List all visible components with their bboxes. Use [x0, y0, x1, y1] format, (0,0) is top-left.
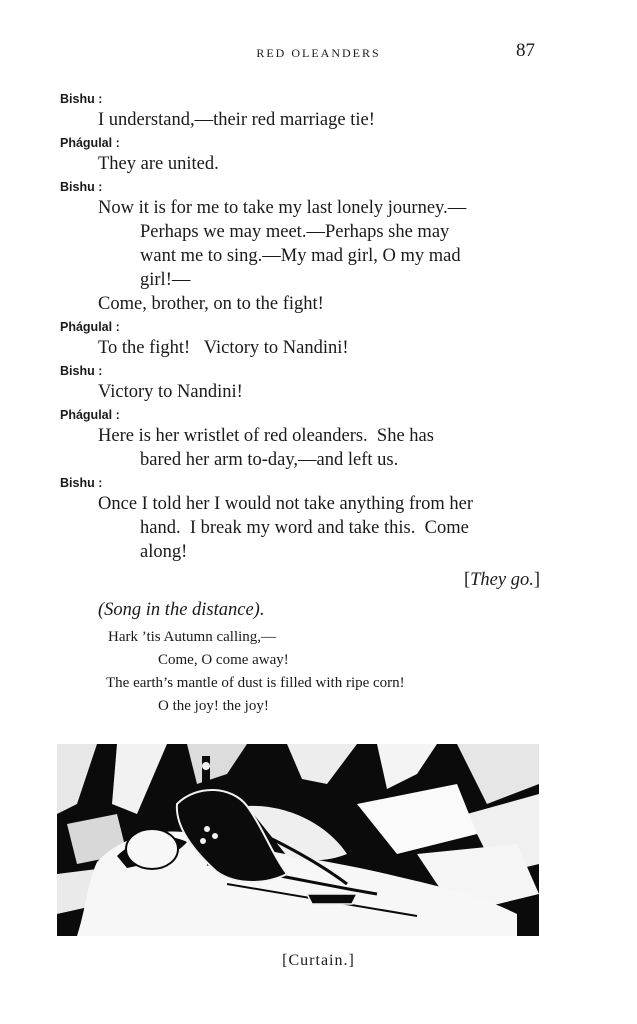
speech-line: bared her arm to-day,—and left us.: [140, 450, 399, 470]
song-line: The earth’s mantle of dust is filled with ripe corn!: [106, 675, 405, 691]
running-title: RED OLEANDERS: [256, 46, 381, 60]
speech: [98, 196, 540, 316]
speech-line: To the fight! Victory to Nandini!: [98, 338, 349, 358]
speaker-name: Phágulal :: [60, 136, 120, 150]
speech-line: Once I told her I would not take anything from her: [98, 494, 474, 514]
stage-direction-text: They go.: [470, 570, 534, 590]
speaker-name: Phágulal :: [60, 320, 120, 334]
speech-line: I understand,—their red marriage tie!: [98, 110, 375, 130]
speech: [98, 152, 540, 176]
curtain-direction: [Curtain.]: [282, 952, 355, 969]
page-number: 87: [516, 40, 535, 61]
song-line: Hark ’tis Autumn calling,—: [108, 629, 277, 645]
speech: [98, 492, 540, 564]
speech: [98, 108, 540, 132]
speaker-name: Bishu :: [60, 476, 103, 490]
speaker-name: Bishu :: [60, 92, 103, 106]
speech-line: girl!—: [140, 270, 191, 290]
speech: [98, 380, 540, 404]
song-intro: (Song in the distance).: [98, 600, 265, 620]
speech-line: Perhaps we may meet.—Perhaps she may: [140, 222, 450, 242]
play-text: [60, 90, 540, 718]
speech-line: Come, brother, on to the fight!: [98, 294, 324, 314]
speaker-name: Phágulal :: [60, 408, 120, 422]
speaker-name: Bishu :: [60, 364, 103, 378]
speech-line: Victory to Nandini!: [98, 382, 243, 402]
speech-line: along!: [140, 542, 188, 562]
song-line: Come, O come away!: [158, 652, 289, 668]
stage-direction: [They go.]: [463, 570, 540, 590]
speech: [98, 336, 540, 360]
speech-line: want me to sing.—My mad girl, O my mad: [140, 246, 461, 266]
speech-line: hand. I break my word and take this. Come: [140, 518, 469, 538]
speech-line: Now it is for me to take my last lonely journey.—: [98, 198, 467, 218]
speech-line: Here is her wristlet of red oleanders. She has: [98, 426, 434, 446]
speaker-name: Bishu :: [60, 180, 103, 194]
speech: [98, 424, 540, 472]
speech-line: They are united.: [98, 154, 219, 174]
woodcut-illustration: [57, 744, 539, 936]
song-line: O the joy! the joy!: [158, 698, 269, 714]
